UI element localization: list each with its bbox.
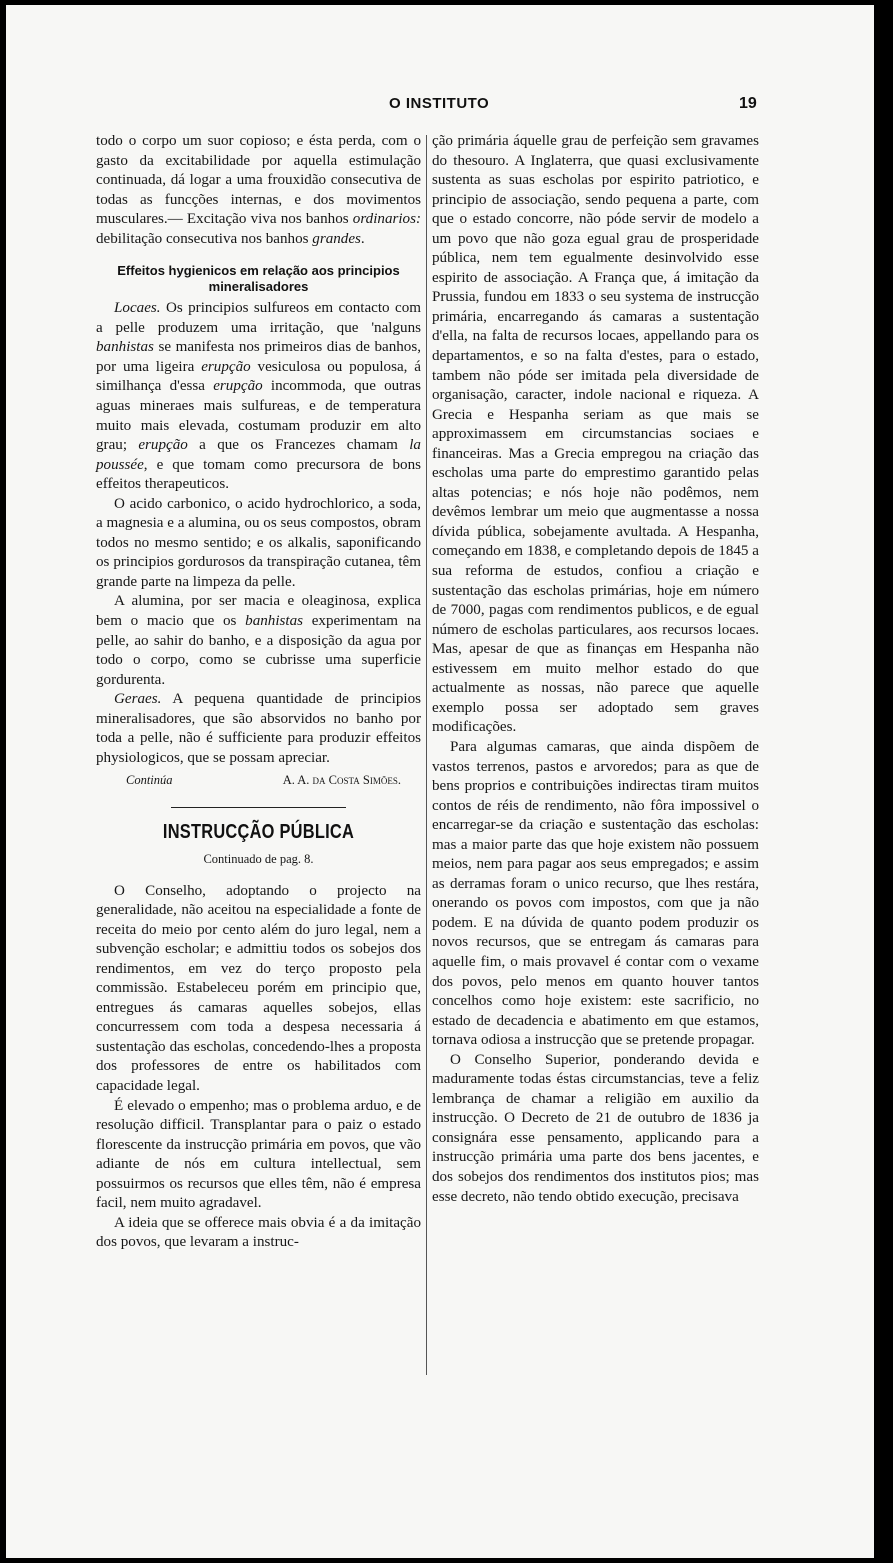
paragraph: Locaes. Os principios sulfureos em contacto com a pelle produzem uma irritação, que 'nalguns banhistas se manifesta nos primeiros dias de banhos, por uma ligeira erupção vesiculosa ou populosa, á similhança d'essa erupção incommoda, que outras aguas mineraes mais sulfureas, e de temperatura muito mais elevada, costumam produzir em alto grau; erupção a que os Francezes chamam la poussée, e que tomam como precursora de bons effeitos therapeuticos. — [96, 300, 421, 493]
section-title: INSTRUCÇÃO PÚBLICA — [162, 820, 355, 843]
signature-line — [126, 771, 421, 791]
paragraph: O Conselho, adoptando o projecto na generalidade, não aceitou na especialidade a fonte de receita do meio por cento além do juro legal, nem a subvenção escholar; e admittiu todos os sobejos dos rendimentos, em vez do terço proposto pela commissão. Estabeleceu porém em principio que, entregues ás camaras aquelles sobejos, ellas concurressem com toda a despesa necessaria á sustentação das escholas, concedendo-lhes a proposta dos professores de entre os habilitados com capacidade legal. — [96, 882, 421, 1094]
right-column — [432, 132, 759, 1207]
author: A. A. da Costa Simões. — [282, 773, 401, 788]
paragraph: A alumina, por ser macia e oleaginosa, explica bem o macio que os banhistas experimentam na pelle, ao sahir do banho, e a disposição da agua por todo o corpo, como se cubrisse uma superficie gordurenta. — [96, 593, 421, 688]
continued-note: Continuado de pag. 8. — [203, 851, 314, 866]
newspaper-page — [6, 5, 874, 1558]
paragraph: Geraes. A pequena quantidade de principios mineralisadores, que são absorvidos no banho por toda a pelle, não é sufficiente para produzir effeitos physiologicos, que se possam apreciar. — [96, 691, 421, 766]
paragraph: Para algumas camaras, que ainda dispõem de vastos terrenos, pastos e arvoredos; para as que de bens proprios e contribuições indirectas tiram muitos contos de réis de rendimento, não fôra impossivel o encarregar-se da criação e sustentação das escholas: mas a maior parte das que hoje existem não possuem meios, nem para pagar aos seus empregados; e assim as derramas foram o unico recurso, que lhes restára, onerando os povos com impostos, com que ja não podem. E na dúvida de quanto podem produzir os novos recursos, que se entregam ás camaras para aquelle fim, o mais provavel é contar com o vexame dos povos, pelo menos em quanto houver tantos concelhos como hoje existem: este sacrificio, no estado de decadencia e abatimento em que estamos, tornava odiosa a instrucção que se pretende propagar. — [432, 738, 759, 1049]
subheading: Effeitos hygienicos em relação aos principios mineralisadores — [117, 263, 400, 295]
paragraph: A ideia que se offerece mais obvia é a da imitação dos povos, que levaram a instruc- — [96, 1214, 421, 1251]
paragraph: O acido carbonico, o acido hydrochlorico, a soda, a magnesia e a alumina, ou os seus compostos, obram todos no mesmo sentido; e os alkalis, saponificando os principios gordurosos da transpiração cutanea, têm grande parte na limpeza da pelle. — [96, 495, 421, 590]
paragraph: É elevado o empenho; mas o problema arduo, e de resolução difficil. Transplantar para o paiz o estado florescente da instrucção primária em povos, que vão adiante de nós em cultura intellectual, sem possuirmos os recursos que elles têm, não é empresa facil, nem muito agradavel. — [96, 1097, 421, 1212]
column-divider — [426, 135, 427, 1375]
paragraph: O Conselho Superior, ponderando devida e maduramente todas éstas circumstancias, teve a feliz lembrança de chamar a religião em auxilio da instrucção. O Decreto de 21 de outubro de 1836 ja consignára esse pensamento, applicando para a instrucção primária uma parte dos bens jacentes, e dos sobejos dos rendimentos dos institutos pios; mas esse decreto, não tendo obtido execução, precisava — [432, 1051, 759, 1205]
left-column — [96, 132, 421, 1253]
section-rule — [171, 807, 346, 808]
page-number: 19 — [739, 95, 757, 112]
continua-note: Continúa — [126, 773, 173, 788]
paragraph: ção primária áquelle grau de perfeição sem gravames do thesouro. A Inglaterra, que quasi exclusivamente sustenta as suas escholas por espirito patriotico, e principio de associação, sendo pequena a parte, com que o estado concorre, não póde servir de modelo a um povo que não goza egual grau de prosperidade pública, nem tem egualmente desinvolvido esse espirito de associação. A França que, á imitação da Prussia, fundou em 1833 o seu systema de instrucção primária, encarregando ás camaras a sustentação d'ella, na falta de recursos locaes, appellando para os departamentos, e so na falta d'estes, para o estado, tambem não póde ser imitada pela diversidade de organisação, caracter, indole nacional e riqueza. A Grecia e Hespanha seriam as que mais se approximassem em circumstancias sociaes e financeiras. Mas a Grecia empregou na criação das escholas uma parte do emprestimo garantido pelas altas potencias; e nós hoje não podêmos, nem devêmos lembrar um meio que augmentasse a nossa dívida pública, sobejamente avultada. A Hespanha, começando em 1838, e completando depois de 1845 a sua reforma de estudos, confiou a criação e sustentação das escholas primárias, hoje em número de 7000, pagas com rendimentos publicos, e de egual número de escholas particulares, aos recursos locaes. Mas, apesar de que as finanças em Hespanha não estivessem em muito melhor estado do que actualmente as nossas, não parece que aquelle exemplo possa ser adoptado sem graves modificações. — [432, 133, 759, 736]
journal-title: O INSTITUTO — [389, 95, 490, 112]
paragraph: todo o corpo um suor copioso; e ésta perda, com o gasto da excitabilidade por aquella estimulação continuada, dá logar a uma frouxidão consecutiva de todas as funcções internas, e dos movimentos musculares.— Excitação viva nos banhos ordinarios: debilitação consecutiva nos banhos grandes. — [96, 133, 422, 247]
